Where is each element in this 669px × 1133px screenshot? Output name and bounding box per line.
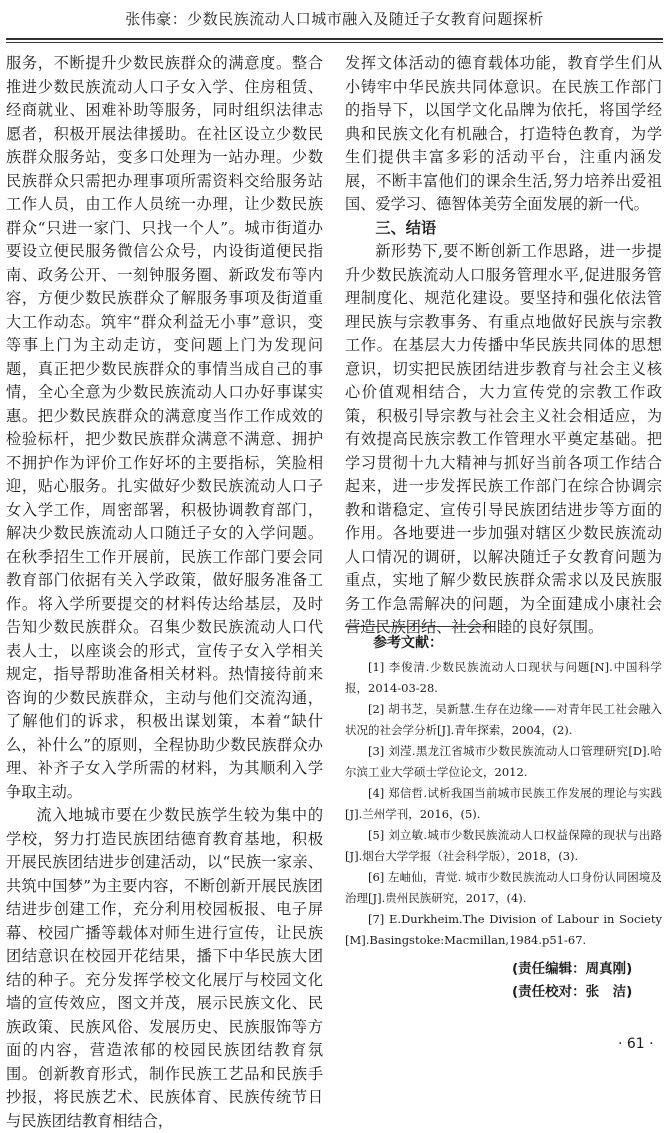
- reference-item: [6] 左岫仙，青觉. 城市少数民族流动人口身份认同困境及治理[J].贵州民族研究，2017，(4).: [345, 870, 662, 905]
- editor-credits: [512, 958, 632, 1004]
- header-rule-thick: [6, 38, 663, 40]
- running-title: 张伟豪：少数民族流动人口城市融入及随迁子女教育问题探析: [125, 10, 544, 28]
- references-rule: [345, 626, 495, 627]
- reference-item: [3] 刘滢.黑龙江省城市少数民族流动人口管理研究[D].哈尔滨工业大学硕士学位论文，2012.: [345, 744, 662, 779]
- reference-item: [4] 郑信哲.试析我国当前城市民族工作发展的理论与实践[J].兰州学刊，2016，(5).: [345, 786, 662, 821]
- reference-item: [7] E.Durkheim.The Division of Labour in Society [M].Basingstoke:Macmillan,1984.p51-67.: [345, 912, 662, 947]
- reference-item: [5] 刘立敏.城市少数民族流动人口权益保障的现状与出路[J].烟台大学学报（社会科学版），2018，(3).: [345, 828, 662, 863]
- responsible-editor: (责任编辑：周真刚): [512, 961, 633, 977]
- right-column: [345, 52, 662, 640]
- responsible-proofreader: (责任校对：张 洁): [512, 984, 633, 1000]
- header-rule-thin: [6, 42, 663, 43]
- references-section: [345, 632, 662, 951]
- section-heading-conclusion: 三、结语: [375, 218, 437, 237]
- page-number: · 61 ·: [618, 1036, 654, 1052]
- left-column: [6, 52, 323, 1133]
- paragraph-conclusion: 新形势下,要不断创新工作思路，进一步提升少数民族流动人口服务管理水平,促进服务管理制度化、规范化建设。要坚持和强化依法管理民族与宗教事务、有重点地做好民族与宗教工作。在基层大力传播中华民族共同体的思想意识，切实把民族团结进步教育与社会主义核心价值观相结合，大力宣传党的宗教工作政策，积极引导宗教与社会主义社会相适应，为有效提高民族宗教工作管理水平奠定基础。把学习贯彻十九大精神与抓好当前各项工作结合起来，进一步发挥民族工作部门在综合协调宗教和谐稳定、宣传引导民族团结进步等方面的作用。各地要进一步加强对辖区少数民族流动人口情况的调研，以解决随迁子女教育问题为重点，实地了解少数民族群众需求以及民族服务工作急需解决的问题，为全面建成小康社会营造民族团结、社会和睦的良好氛围。: [345, 242, 662, 636]
- paragraph-school-education: 流入地城市要在少数民族学生较为集中的学校，努力打造民族团结德育教育基地，积极开展民族团结进步创建活动，以“民族一家亲、共筑中国梦”为主要内容，不断创新开展民族团结进步创建工作，充分利用校园板报、电子屏幕、校园广播等载体对师生进行宣传，让民族团结意识在校园开花结果，播下中华民族大团结的种子。充分发挥学校文化展厅与校园文化墙的宣传效应，图文并茂，展示民族文化、民族政策、民族风俗、发展历史、民族服饰等方面的内容，营造浓郁的校园民族团结教育氛围。创新教育形式，制作民族工艺品和民族手抄报，将民族艺术、民族体育、民族传统节日与民族团结教育相结合，: [6, 806, 323, 1130]
- paragraph-services: 服务，不断提升少数民族群众的满意度。整合推进少数民族流动人口子女入学、住房租赁、经商就业、困难补助等服务，同时组织法律志愿者，积极开展法律援助。在社区设立少数民族群众服务站，变多口处理为一站办理。少数民族群众只需把办理事项所需资料交给服务站工作人员，由工作人员统一办理，让少数民族群众“只进一家门、只找一个人”。城市街道办要设立便民服务微信公众号，内设街道便民指南、政务公开、一刻钟服务圈、新政发布等内容，方便少数民族群众了解服务事项及街道重大工作动态。筑牢“群众利益无小事”意识，变等事上门为主动走访，变问题上门为发现问题，真正把少数民族群众的事情当成自己的事情，全心全意为少数民族流动人口办好事谋实惠。把少数民族群众的满意度当作工作成效的检验标杆，把少数民族群众满意不满意、拥护不拥护作为评价工作好坏的主要指标，笑脸相迎，贴心服务。扎实做好少数民族流动人口子女入学工作，周密部署，积极协调教育部门，解决少数民族流动人口随迁子女的入学问题。在秋季招生工作开展前，民族工作部门要会同教育部门依据有关入学政策，做好服务准备工作。将入学所要提交的材料传达给基层，及时告知少数民族群众。召集少数民族流动人口代表人士，以座谈会的形式，宣传子女入学相关规定，指导帮助准备相关材料。热情接待前来咨询的少数民族群众，主动与他们交流沟通，了解他们的诉求，积极出谋划策，本着“缺什么，补什么”的原则，全程协助少数民族群众办理、补齐子女入学所需的材料，为其顺利入学争取主动。: [6, 54, 323, 801]
- references-title: 参考文献：: [373, 635, 443, 651]
- reference-item: [1] 李俊清.少数民族流动人口现状与问题[N].中国科学报，2014-03-28.: [345, 660, 662, 695]
- reference-item: [2] 胡书芝，吴新慧.生存在边缘——对青年民工社会融入状况的社会学分析[J].青年探索，2004，(2).: [345, 702, 662, 737]
- paragraph-continued: 发挥文体活动的德育载体功能，教育学生们从小铸牢中华民族共同体意识。在民族工作部门的指导下，以国学文化品牌为依托，将国学经典和民族文化有机融合，打造特色教育，为学生们提供丰富多彩的活动平台，注重内涵发展，不断丰富他们的课余生活,努力培养出爱祖国、爱学习、德智体美劳全面发展的新一代。: [345, 54, 662, 213]
